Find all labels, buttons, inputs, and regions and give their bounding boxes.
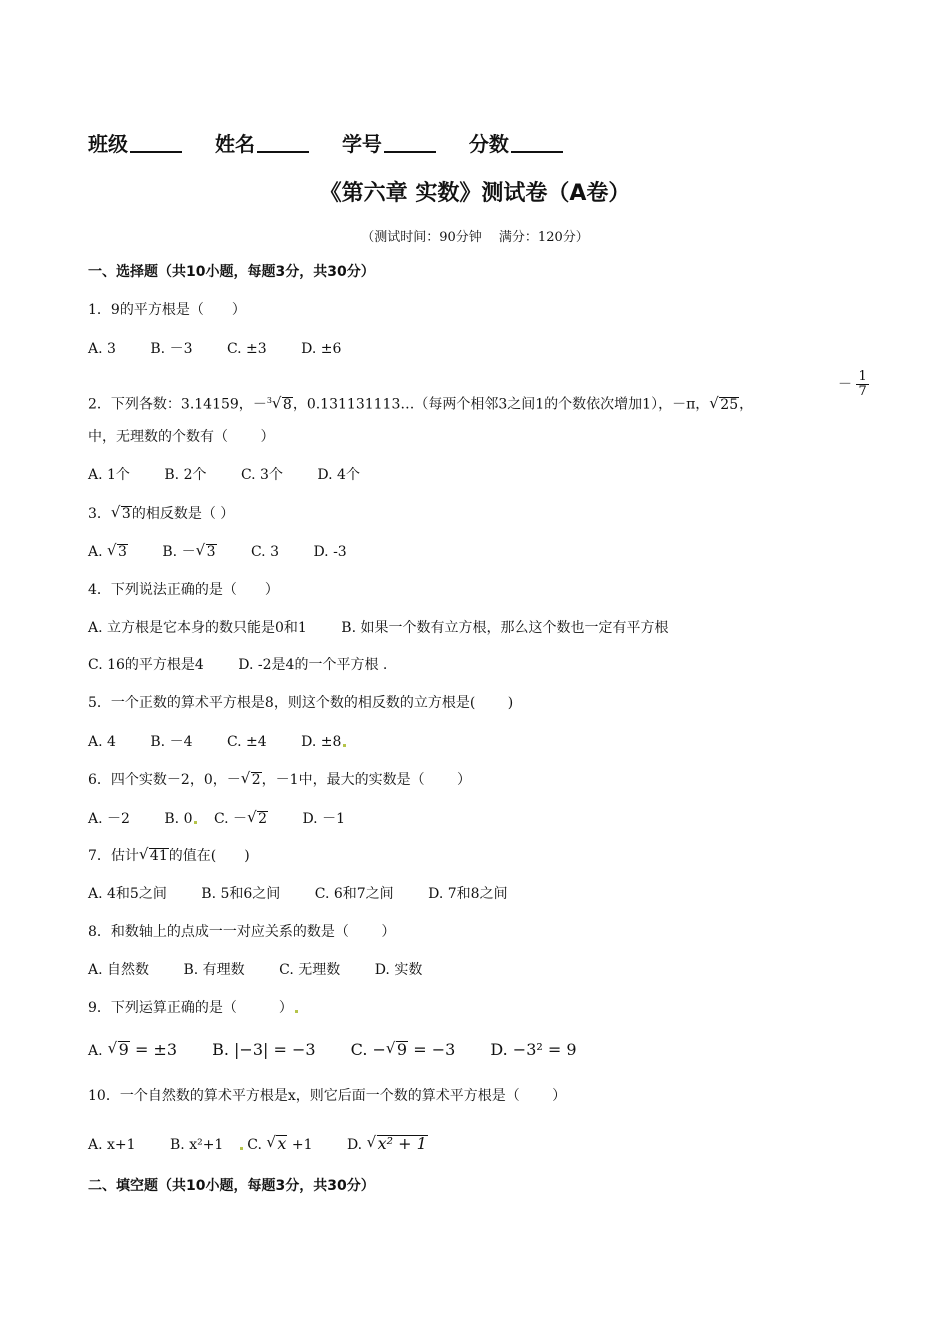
- id-field: 学号: [342, 128, 436, 157]
- option-b: B. －3: [150, 341, 193, 357]
- question-8-options: A. 自然数 B. 有理数 C. 无理数 D. 实数: [88, 962, 423, 978]
- sqrt-25: √ 25: [709, 396, 739, 414]
- question-8: 8．和数轴上的点成一一对应关系的数是（ ）: [88, 924, 396, 940]
- fraction-neg-one-seventh: － $\frac{1}{7}$: [838, 369, 867, 399]
- score-blank[interactable]: [511, 135, 563, 153]
- mark-dot: [343, 744, 346, 747]
- question-6: 6．四个实数－2，0，－√ 2，－1中，最大的实数是（ ）: [88, 771, 471, 789]
- cube-root: √ 8: [272, 396, 293, 414]
- question-10: 10．一个自然数的算术平方根是x，则它后面一个数的算术平方根是（ ）: [88, 1088, 567, 1104]
- question-4: 4．下列说法正确的是（ ）: [88, 582, 279, 598]
- question-2-line2: 中，无理数的个数有（ ）: [88, 429, 275, 445]
- page-subtitle: （测试时间：90分钟 满分：120分）: [361, 230, 589, 245]
- question-3-options: A. √ 3 B. －√ 3 C. 3 D. -3: [88, 543, 377, 561]
- class-blank[interactable]: [130, 135, 182, 153]
- id-blank[interactable]: [384, 135, 436, 153]
- mark-dot: [240, 1147, 243, 1150]
- mark-dot: [295, 1010, 298, 1013]
- page-title: 《第六章 实数》测试卷（A卷）: [319, 181, 631, 206]
- option-a: A. 3: [88, 341, 116, 357]
- question-7-options: A. 4和5之间 B. 5和6之间 C. 6和7之间 D. 7和8之间: [88, 886, 508, 902]
- question-2: 2．下列各数：3.14159，－$^3$√ 8，0.131131113…（每两个相邻3之间1的个数依次增加1），－π，√ 25，: [88, 392, 753, 414]
- question-9-options: A. √ 9 = ±3 B. |−3| = −3 C. −√ 9 = −3 D. −3² = 9: [88, 1041, 607, 1060]
- mark-dot: [194, 821, 197, 824]
- section-heading-choice: 一、选择题（共10小题，每题3分，共30分）: [88, 264, 375, 280]
- question-9: 9．下列运算正确的是（ ）: [88, 999, 298, 1017]
- question-6-options: A. －2 B. 0 C. －√ 2 D. －1: [88, 810, 375, 828]
- question-3: 3．√ 3的相反数是（ ）: [88, 505, 234, 523]
- name-blank[interactable]: [257, 135, 309, 153]
- section-heading-fill: 二、填空题（共10小题，每题3分，共30分）: [88, 1178, 375, 1194]
- score-field: 分数: [469, 128, 563, 157]
- question-10-options: A. x+1 B. x²+1 C. √ x +1 D. √ x² + 1: [88, 1135, 458, 1154]
- question-4-options-ab: A. 立方根是它本身的数只能是0和1 B. 如果一个数有立方根，那么这个数也一定有平方根: [88, 620, 669, 636]
- question-7: 7．估计√ 41的值在( ): [88, 847, 250, 865]
- name-field: 姓名: [215, 128, 309, 157]
- option-d: D. ±6: [301, 341, 342, 357]
- question-4-options-cd: C. 16的平方根是4 D. -2是4的一个平方根 .: [88, 657, 388, 673]
- question-1: 1．9的平方根是（ ）: [88, 302, 246, 318]
- question-5: 5．一个正数的算术平方根是8，则这个数的相反数的立方根是( ): [88, 695, 514, 711]
- question-5-options: A. 4 B. －4 C. ±4 D. ±8: [88, 733, 376, 751]
- option-c: C. ±3: [226, 341, 267, 357]
- question-2-options: A. 1个 B. 2个 C. 3个 D. 4个: [88, 467, 360, 483]
- question-1-options: [88, 340, 371, 358]
- student-info-row: [88, 128, 589, 157]
- class-field: 班级: [88, 128, 182, 157]
